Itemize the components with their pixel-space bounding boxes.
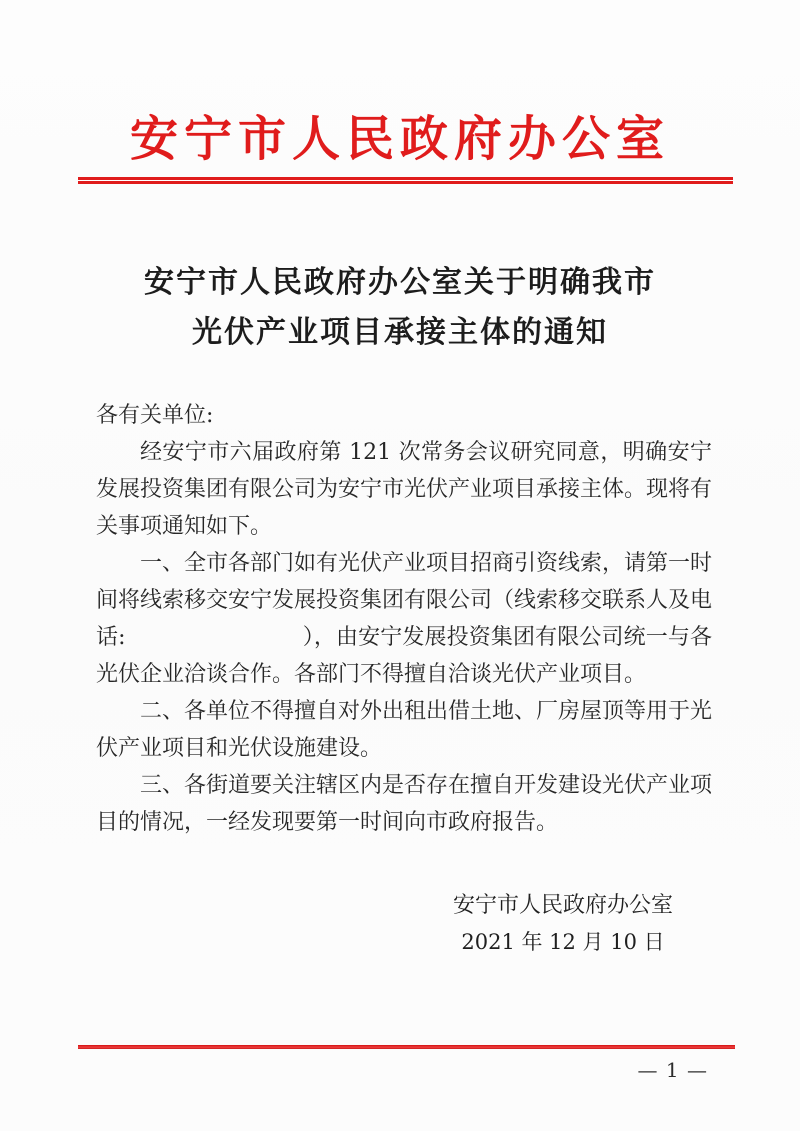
letterhead-org-title: 安宁市人民政府办公室 — [129, 111, 670, 167]
footer-red-separator — [78, 1045, 735, 1049]
signature-org: 安宁市人民政府办公室 — [452, 893, 673, 918]
paragraph-item-1: 一、全市各部门如有光伏产业项目招商引资线索，请第一时间将线索移交安宁发展投资集团有限公司（线索移交联系人及电话: ），由安宁发展投资集团有限公司统一与各光伏企业洽谈合作。各部门不得擅自洽谈光伏产业项目。 — [96, 551, 713, 687]
letterhead-red-separator — [78, 177, 733, 184]
signature-date: 2021 年 12 月 10 日 — [461, 930, 665, 954]
paragraph-intro: 经安宁市六届政府第 121 次常务会议研究同意，明确安宁发展投资集团有限公司为安宁市光伏产业项目承接主体。现将有关事项通知如下。 — [96, 440, 713, 539]
paragraph-item-2: 二、各单位不得擅自对外出租出借土地、厂房屋顶等用于光伏产业项目和光伏设施建设。 — [96, 699, 713, 761]
document-body — [96, 397, 712, 841]
document-title-line-2: 光伏产业项目承接主体的通知 — [192, 315, 608, 350]
page-number: — 1 — — [637, 1058, 708, 1082]
salutation: 各有关单位: — [96, 403, 214, 428]
paragraph-item-3: 三、各街道要关注辖区内是否存在擅自开发建设光伏产业项目的情况，一经发现要第一时间向市政府报告。 — [96, 773, 713, 835]
document-title-line-1: 安宁市人民政府办公室关于明确我市 — [144, 265, 656, 300]
signature-block — [453, 887, 673, 961]
document-title — [0, 258, 800, 358]
